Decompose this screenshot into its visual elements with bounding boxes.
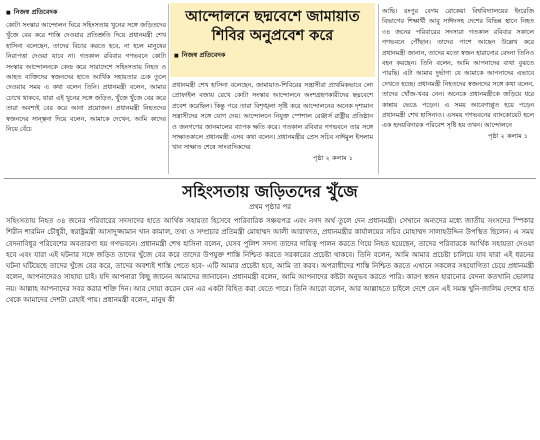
middle-article	[170, 3, 375, 168]
bottom-article	[6, 181, 534, 439]
right-continued-note: পৃষ্ঠা ২ কলাম ১	[487, 131, 528, 140]
bottom-headline: সহিংসতায় জড়িতদের খুঁজে	[182, 182, 358, 201]
left-byline: ■ নিজস্ব প্রতিবেদক	[6, 8, 166, 18]
middle-headline-box	[170, 3, 375, 77]
column-divider	[168, 4, 169, 174]
section-divider	[4, 178, 536, 179]
column-divider	[378, 4, 379, 174]
middle-continued-note: পৃষ্ঠা ২ কলাম ১	[312, 153, 353, 162]
left-article-body: কোটা সংস্কার আন্দোলন ঘিরে সহিংসতায় খুনের সঙ্গে জড়িতদের খুঁজে বের করে শাস্তি দেওয়ার প্রতিশ্রুতি দিয়ে প্রধানমন্ত্রী শেখ হাসিনা বলেছেন, তাদের বিচার করতে হবে, না হলে মানুষের নিরাপত্তা দেওয়া যাবে না। গতকাল রবিবার গণভবনে কোটা সংস্কার আন্দোলনকে কেন্দ্র করে সারাদেশে সহিংসতায় নিহত ও আহত ব্যক্তিদের স্বজনদের হাতে আর্থিক সহায়তার চেক তুলে দেওয়ার সময় এ কথা বলেন তিনি। প্রধানমন্ত্রী বলেন, আমার চোখে থাকবে, যারা এই খুনের সঙ্গে জড়িত, খুঁজে খুঁজে বের করে তারা অবশ্যই বের করে আনা প্রয়োজন। প্রধানমন্ত্রী নিহতদের স্বজনদের সান্ত্বনা দিয়ে বলেন, আমাকে দেখেন, আমি কাদের নিয়ে বেঁচে	[6, 22, 166, 134]
left-article	[6, 8, 166, 175]
middle-byline: ■ নিজস্ব প্রতিবেদক	[174, 50, 371, 61]
middle-article-body-wrap	[170, 77, 375, 163]
middle-headline: আন্দোলনে ছদ্মবেশে জামায়াত শিবির অনুপ্রবেশ করে	[185, 8, 360, 44]
middle-article-body: প্রধানমন্ত্রী শেখ হাসিনা বলেছেন, জামায়াত-শিবিরের সন্ত্রাসীরা প্রাথমিকভাবে লো প্রোফাইল বজায় রেখে কোটা সংস্কার আন্দোলনে অংশগ্রহণকারীদের ছদ্মবেশে প্রবেশ করেছিল। কিন্তু পরে তারা বিশৃঙ্খলা সৃষ্টি করে আন্দোলনের অনেক দৃশ্যমান সন্ত্রাসীদের সঙ্গে যোগ দেয়। আন্দোলনে নিযুক্ত স্পেশাল রেঞ্জার্স রাষ্ট্রীয় প্রতিষ্ঠান ও জনগণের জানমালের ব্যাপক ক্ষতি করে। গতকাল রবিবার গণভবনে তার সঙ্গে সাক্ষাতকালে প্রধানমন্ত্রী এসব কথা বলেন। প্রধানমন্ত্রীর প্রেস সচিব নাঈমুল ইসলাম খান সাক্ষাত শেষে সাংবাদিকদের	[172, 82, 373, 152]
right-article-body: আছি। রংপুর বেগম রোকেয়া বিশ্ববিদ্যালয়ের ইংরেজি বিভাগের শিক্ষার্থী আবু সাঈদসহ দেশের বিভিন্ন স্থানে নিহত ৩৪ জনের পরিবারের সদস্যরা গতকাল রবিবার সকালে গণভবনে পৌঁছান। তাদের পাশে আছেন উল্লেখ করে প্রধানমন্ত্রী জানান, তাদের মতো স্বজন হারানোর বেদনা তিনিও বহন করছেন। তিনি বলেন, আমি আপনাদের ব্যথা বুঝতে পারছি। এটা আমার দুর্ভাগ্য যে আমাকে আপনাদের এভাবে দেখতে হচ্ছে। প্রধানমন্ত্রী নিহতদের স্বজনদের সঙ্গে কথা বলেন, তাদের খোঁজ-খবর নেন। অনেকে প্রধানমন্ত্রীকে জড়িয়ে ধরে কান্নায় ভেঙে পড়েন। এ সময় আবেগাপ্লুত হয়ে পড়েন প্রধানমন্ত্রী শেখ হাসিনাও। এসময় গণভবনের ব্যাংকোয়েট হলে এক হৃদয়বিদারক পরিবেশ সৃষ্টি হয় তখন। আন্দোলনে	[382, 8, 534, 130]
bottom-article-body: সহিংসতায় নিহত ৩৪ জনের পরিবারের সদস্যদের হাতে আর্থিক সহায়তা হিসেবে পারিবারিক সঞ্চয়পত্র এবং নগদ অর্থ তুলে দেন প্রধানমন্ত্রী। সেখানে অন্যদের মধ্যে জাতীয় সংসদের স্পিকার শিরীন শারমিন চৌধুরী, স্বরাষ্ট্রমন্ত্রী আসাদুজ্জামান খান কামাল, তথ্য ও সম্প্রচার প্রতিমন্ত্রী মোহাম্মদ আলী আরাফাত, প্রধানমন্ত্রীর কার্যালয়ের সচিব মোহাম্মদ সালাহউদ্দিন উপস্থিত ছিলেন। এ সময় বেদনাবিধুর পরিবেশের অবতারণা হয় গণভবনে। প্রধানমন্ত্রী শেখ হাসিনা বলেন, যেসব পুলিশ সদস্য তাদের দায়িত্ব পালন করতে গিয়ে নিহত হয়েছেন, তাদের পরিবারকে আর্থিক সহায়তা দেওয়া হবে এবং যারা এই ঘটনার সঙ্গে জড়িত তাদের খুঁজে বের করে তাদের উপযুক্ত শাস্তি নিশ্চিত করতে সরকারের প্রচেষ্টা থাকবে। তিনি বলেন, আমি আমার প্রচেষ্টা চালিয়ে যাব যারা এই ধরনের ঘটনা ঘটিয়েছে তাদের খুঁজে বের করে, তাদের অবশ্যই শাস্তি পেতে হবে- এটি আমার প্রচেষ্টা হবে, আমি তা করব। অপরাধীদের শাস্তি নিশ্চিত করতে এখানে সকলের সহযোগিতা চেয়ে প্রধানমন্ত্রী বলেন, আপনাদেরও সাহায্য চাই। যদি আপনারা কিছু জানেন আমাদের জানাবেন। প্রধানমন্ত্রী বলেন, আমি আপনাদের কষ্টটা অনুভব করতে পারি। কারণ স্বজন হারানোর বেদনা কতখানি ভোলার নয়। আল্লাহ আপনাদের সবর করার শক্তি দিন। আর দোয়া করেন যেন এর একটা বিহিত করা যেতে পারে। তিনি আরো বলেন, আর আল্লাহতে চাইলে দেশে যেন এই সমস্ত খুনি-জালিম দেশের হাত থেকে আমাদের দেশটা রেহাই পায়। প্রধানমন্ত্রী বলেন, মানুষ কী	[6, 217, 534, 305]
right-article	[382, 7, 534, 172]
bottom-subline: প্রথম পৃষ্ঠার পর	[249, 203, 291, 211]
